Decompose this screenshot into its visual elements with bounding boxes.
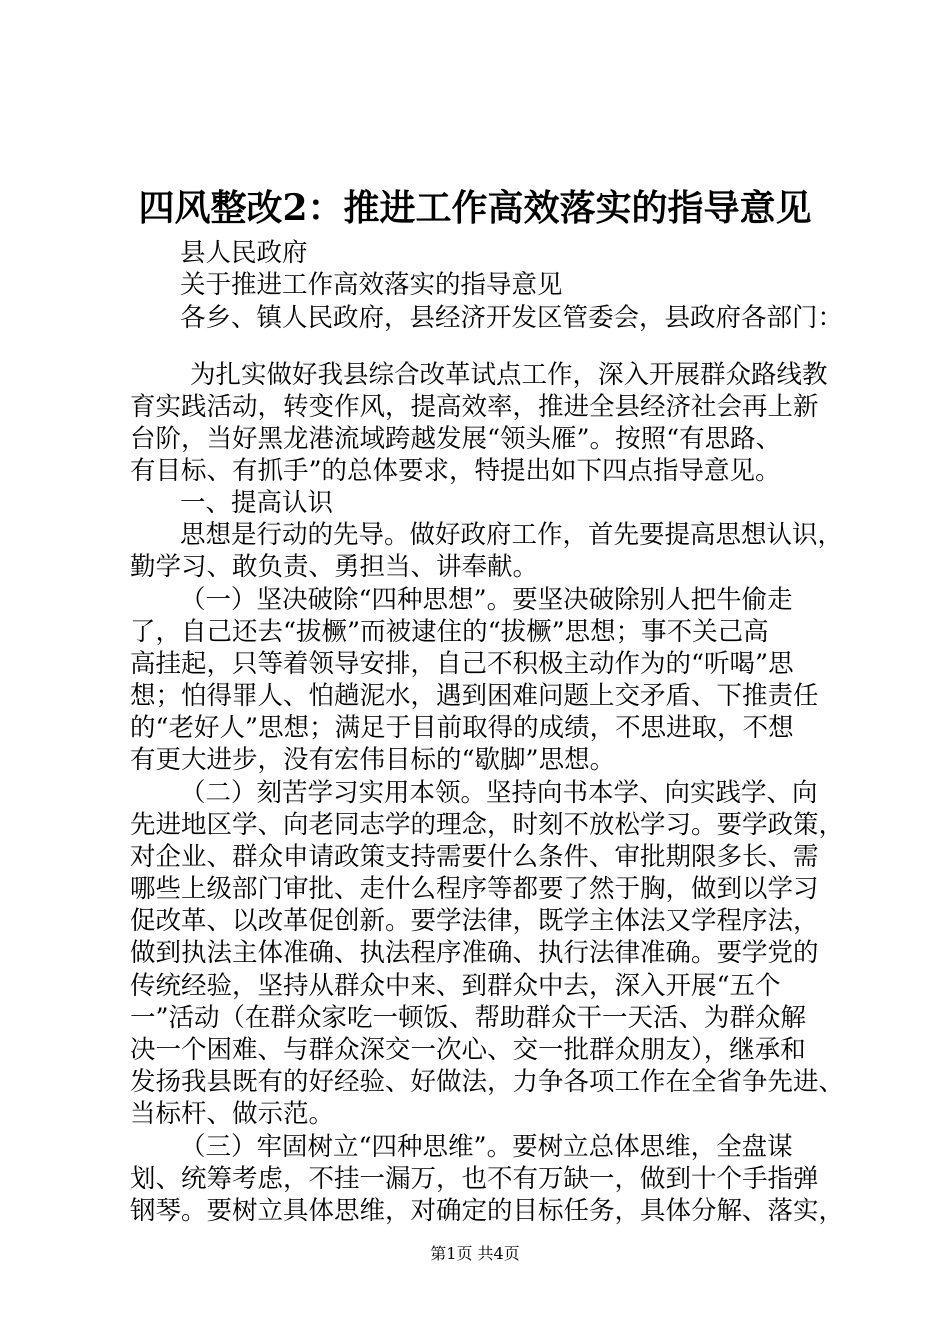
paragraph-line: 各乡、镇人民政府，县经济开发区管委会，县政府各部门： <box>180 303 844 333</box>
paragraph-line: 传统经验，坚持从群众中来、到群众中去，深入开展“五个 <box>130 971 781 1001</box>
paragraph-line: 为扎实做好我县综合改革试点工作，深入开展群众路线教 <box>190 360 828 390</box>
paragraph-line: 思想是行动的先导。做好政府工作，首先要提高思想认识， <box>180 520 844 550</box>
paragraph-line: （三）牢固树立“四种思维”。要树立总体思维，全盘谋 <box>180 1132 793 1162</box>
paragraph-line: 想；怕得罪人、怕趟泥水，遇到困难问题上交矛盾、下推责任 <box>130 681 819 711</box>
paragraph-line: 有目标、有抓手”的总体要求，特提出如下四点指导意见。 <box>130 456 781 486</box>
paragraph-line: 台阶，当好黑龙港流域跨越发展“领头雁”。按照“有思路、 <box>130 424 782 454</box>
paragraph-line: （二）刻苦学习实用本领。坚持向书本学、向实践学、向 <box>180 778 818 808</box>
paragraph-line: 县人民政府 <box>180 238 308 268</box>
paragraph-line: 促改革、以改革促创新。要学法律，既学主体法又学程序法， <box>130 906 819 936</box>
paragraph-line: （一）坚决破除“四种思想”。要坚决破除别人把牛偷走 <box>180 585 793 615</box>
paragraph-line: 有更大进步，没有宏伟目标的“歇脚”思想。 <box>130 745 616 775</box>
paragraph-line: 一”活动（在群众家吃一顿饭、帮助群众干一天活、为群众解 <box>130 1003 807 1033</box>
paragraph-line: 高挂起，只等着领导安排，自己不积极主动作为的“听喝”思 <box>130 649 794 679</box>
paragraph-line: 对企业、群众申请政策支持需要什么条件、审批期限多长、需 <box>130 842 819 872</box>
paragraph-line: 先进地区学、向老同志学的理念，时刻不放松学习。要学政策， <box>130 810 845 840</box>
paragraph-line: 关于推进工作高效落实的指导意见 <box>180 270 563 300</box>
paragraph-line: 划、统筹考虑，不挂一漏万，也不有万缺一，做到十个手指弹 <box>130 1164 819 1194</box>
paragraph-line: 了，自己还去“拔橛”而被逮住的“拔橛”思想；事不关己高 <box>130 617 769 647</box>
paragraph-line: 的“老好人”思想；满足于目前取得的成绩，不思进取，不想 <box>130 713 794 743</box>
document-title: 四风整改2：推进工作高效落实的指导意见 <box>138 187 812 229</box>
paragraph-line: 钢琴。要树立具体思维，对确定的目标任务，具体分解、落实， <box>130 1196 845 1226</box>
paragraph-line: 勤学习、敢负责、勇担当、讲奉献。 <box>130 552 539 582</box>
paragraph-line: 育实践活动，转变作风，提高效率，推进全县经济社会再上新 <box>130 392 819 422</box>
page-number-footer: 第1页 共4页 <box>430 1244 520 1263</box>
paragraph-line: 当标杆、做示范。 <box>130 1099 335 1129</box>
paragraph-line: 哪些上级部门审批、走什么程序等都要了然于胸，做到以学习 <box>130 874 819 904</box>
paragraph-line: 发扬我县既有的好经验、好做法，力争各项工作在全省争先进、 <box>130 1067 845 1097</box>
paragraph-line: 做到执法主体准确、执法程序准确、执行法律准确。要学党的 <box>130 938 819 968</box>
paragraph-line: 决一个困难、与群众深交一次心、交一批群众朋友），继承和 <box>130 1035 806 1065</box>
section-heading: 一、提高认识 <box>180 488 334 518</box>
